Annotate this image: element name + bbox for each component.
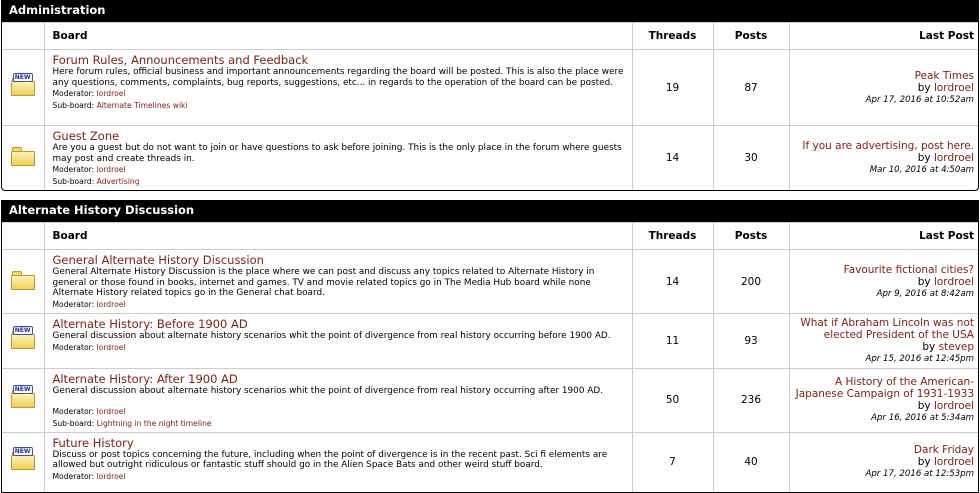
icon-header (2, 223, 44, 250)
last-post-author: by lordroel (917, 81, 974, 94)
last-post-user-link[interactable]: lordroel (933, 81, 974, 94)
subboard-line: Sub-board: Lightning in the night timeline (52, 418, 212, 428)
subboard-line: Sub-board: Advertising (52, 177, 140, 187)
board-description: General Alternate History Discussion is the place where we can post and discuss any topics related to Alternate History in general or those found in books, internet and games. TV and movie related topics go in The Media Hub board while none Alternate History related topics go in the General chat board. (52, 267, 595, 299)
moderator-link[interactable]: lordroel (96, 299, 126, 309)
last-post-author: by lordroel (917, 275, 974, 288)
board-table (2, 222, 978, 492)
last-post-author: by stevep (922, 341, 974, 353)
board-row (2, 314, 978, 369)
last-post-link[interactable]: Favourite fictional cities? (843, 263, 974, 276)
last-post-author: by lordroel (917, 400, 974, 413)
last-post-date: Apr 15, 2016 at 12:45pm (865, 354, 974, 364)
last-post-link[interactable]: Peak Times (914, 69, 974, 82)
last-post-user-link[interactable]: stevep (938, 341, 974, 353)
subboard-link[interactable]: Advertising (96, 177, 140, 187)
board-row (2, 50, 978, 126)
post-count: 30 (713, 126, 789, 191)
last-post-user-link[interactable]: lordroel (933, 275, 974, 288)
moderator-line: Moderator: lordroel (52, 406, 126, 416)
last-post-link[interactable]: What if Abraham Lincoln was not elected President of the USA (800, 317, 974, 341)
last-post-date: Mar 10, 2016 at 4:50am (869, 165, 974, 176)
last-post-link[interactable]: A History of the American-Japanese Campaign of 1931-1933 (795, 376, 974, 401)
post-count: 40 (713, 432, 789, 492)
board-title-link[interactable]: General Alternate History Discussion (52, 253, 264, 267)
moderator-line: Moderator: lordroel (52, 342, 126, 352)
thread-count: 50 (632, 369, 713, 433)
thread-count: 19 (632, 50, 713, 126)
post-count: 87 (713, 50, 789, 126)
last-post-header: Last Post (789, 223, 978, 250)
moderator-link[interactable]: lordroel (96, 406, 126, 416)
moderator-line: Moderator: lordroel (52, 471, 126, 481)
board-title-link[interactable]: Alternate History: After 1900 AD (52, 372, 238, 386)
board-description: General discussion about alternate history scenarios whit the point of divergence from real history occurring after 1900 AD. (52, 386, 604, 396)
folder-icon[interactable] (11, 146, 35, 166)
board-description: Discuss or post topics concerning the future, including when the point of divergence is in the recent past. Sci fi elements are allowed but outright ridiculous or fantastic stuff should go in the Alien Space Bats and other weird stuff board. (52, 449, 608, 471)
thread-count: 7 (632, 432, 713, 492)
board-header: Board (44, 23, 632, 50)
category-alternate-history-discussion (1, 200, 979, 493)
table-header-row (2, 23, 978, 50)
post-count: 200 (713, 250, 789, 314)
moderator-line: Moderator: lordroel (52, 299, 126, 309)
posts-header: Posts (713, 23, 789, 50)
moderator-link[interactable]: lordroel (96, 471, 126, 481)
last-post-author: by lordroel (917, 152, 974, 165)
icon-header (2, 23, 44, 50)
board-row (2, 250, 978, 314)
category-title: Alternate History Discussion (2, 201, 978, 222)
subboard-link[interactable]: Alternate Timelines wiki (96, 101, 188, 111)
thread-count: 11 (632, 314, 713, 369)
last-post-date: Apr 17, 2016 at 10:52am (865, 94, 974, 105)
folder-new-icon[interactable]: NEW (11, 450, 35, 470)
folder-new-icon[interactable]: NEW (11, 388, 35, 408)
table-header-row (2, 223, 978, 250)
moderator-link[interactable]: lordroel (96, 89, 126, 99)
last-post-link[interactable]: Dark Friday (913, 444, 974, 457)
last-post-date: Apr 16, 2016 at 5:34am (871, 413, 974, 424)
last-post-link[interactable]: If you are advertising, post here. (802, 140, 974, 153)
thread-count: 14 (632, 250, 713, 314)
post-count: 236 (713, 369, 789, 433)
category-administration (1, 0, 979, 191)
subboard-line: Sub-board: Alternate Timelines wiki (52, 101, 188, 111)
board-title-link[interactable]: Guest Zone (52, 129, 120, 143)
last-post-user-link[interactable]: lordroel (933, 152, 974, 165)
board-header: Board (44, 223, 632, 250)
moderator-line: Moderator: lordroel (52, 165, 126, 175)
last-post-header: Last Post (789, 23, 978, 50)
last-post-author: by lordroel (917, 456, 974, 469)
post-count: 93 (713, 314, 789, 369)
folder-new-icon[interactable]: NEW (11, 76, 35, 96)
subboard-link[interactable]: Lightning in the night timeline (96, 418, 212, 428)
last-post-date: Apr 17, 2016 at 12:53pm (865, 469, 974, 480)
board-title-link[interactable]: Forum Rules, Announcements and Feedback (52, 53, 309, 67)
last-post-date: Apr 9, 2016 at 8:42am (876, 288, 974, 299)
board-table (2, 22, 978, 190)
board-description: Here forum rules, official business and important announcements regarding the board will be posted. This is also the place were any questions, comments, complaints, bug reports, suggestions, etc... in regards to the operation of the board can be posted. (52, 67, 624, 88)
board-description: Are you a guest but do not want to join or have questions to ask before joining. This is the only place in the forum where guests may post and create threads in. (52, 143, 622, 164)
board-row (2, 432, 978, 492)
moderator-link[interactable]: lordroel (96, 165, 126, 175)
folder-icon[interactable] (11, 270, 35, 290)
category-title: Administration (2, 1, 978, 22)
threads-header: Threads (632, 223, 713, 250)
folder-new-icon[interactable]: NEW (11, 329, 35, 349)
moderator-line: Moderator: lordroel (52, 89, 126, 99)
threads-header: Threads (632, 23, 713, 50)
board-title-link[interactable]: Future History (52, 435, 134, 450)
thread-count: 14 (632, 126, 713, 191)
board-title-link[interactable]: Alternate History: Before 1900 AD (52, 317, 248, 331)
board-description: General discussion about alternate history scenarios whit the point of divergence from real history occurring before 1900 AD. (52, 331, 611, 341)
last-post-user-link[interactable]: lordroel (933, 456, 974, 469)
board-row (2, 126, 978, 191)
moderator-link[interactable]: lordroel (96, 342, 126, 352)
board-row (2, 369, 978, 433)
posts-header: Posts (713, 223, 789, 250)
last-post-user-link[interactable]: lordroel (933, 400, 974, 413)
